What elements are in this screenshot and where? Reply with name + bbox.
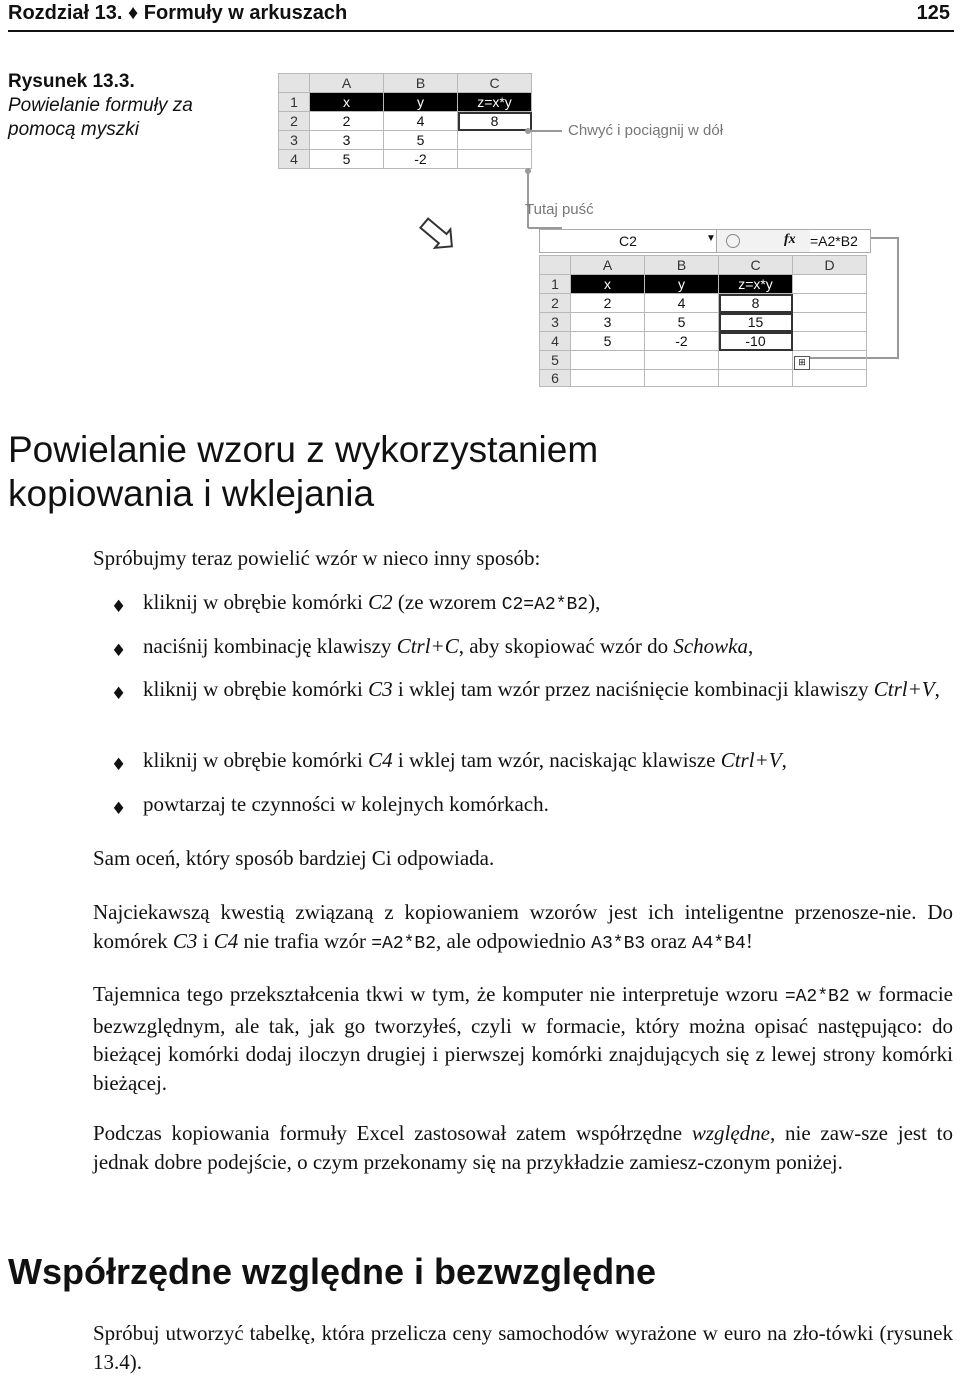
list-item: ♦ naciśnij kombinację klawiszy Ctrl+C, aby skopiować wzór do Schowka, [93,632,953,661]
formula-bar [539,229,871,253]
cell [793,294,867,313]
cell: 2 [310,112,384,131]
cell: z=x*y [719,275,793,294]
paragraph: Sam oceń, który sposób bardziej Ci odpowiada. [93,846,495,870]
running-header [8,0,954,32]
down-arrow-icon [417,214,460,256]
cell: 5 [645,313,719,332]
cell [719,351,793,370]
col-header: A [310,74,384,93]
spreadsheet-after [539,255,867,387]
page-number: 125 [916,2,950,24]
cell: y [645,275,719,294]
cell [645,370,719,387]
bullet-icon: ♦ [111,641,127,661]
heading-line: kopiowania i wklejania [8,473,375,514]
cell: y [384,93,458,112]
cell [793,370,867,387]
paragraph: Najciekawszą kwestią związaną z kopiowaniem wzorów jest ich inteligentne przenosze-nie. Do komórek C3 i C4 nie trafia wzór =A2*B2, ale odpowiednio A3*B3 oraz A4*B4! [93,900,953,954]
cell: 4 [384,112,458,131]
corner-cell [540,256,571,275]
cell: 3 [571,313,645,332]
drag-callout-dot [525,128,531,134]
row-header: 3 [540,313,571,332]
cell: 5 [384,131,458,150]
formula-input[interactable]: =A2*B2 [810,230,870,252]
cell: x [310,93,384,112]
list-item: ♦ kliknij w obrębie komórki C4 i wklej tam wzór, naciskając klawisze Ctrl+V, [93,746,953,775]
col-header: B [384,74,458,93]
row-header: 3 [279,131,310,150]
row-header: 5 [540,351,571,370]
row-header: 4 [279,150,310,169]
bullet-icon: ♦ [111,755,127,775]
cell: -2 [645,332,719,351]
chevron-down-icon[interactable]: ▼ [706,233,716,244]
cell: -2 [384,150,458,169]
selected-cell: -10 [719,332,793,351]
bullet-icon: ♦ [111,684,127,704]
cell: 4 [645,294,719,313]
selected-cell: 8 [719,294,793,313]
cell [719,370,793,387]
col-header: C [458,74,532,93]
selected-cell: 8 [458,112,532,131]
list-item: ♦ kliknij w obrębie komórki C3 i wklej tam wzór przez naciśnięcie kombinacji klawiszy Ctrl+V, [93,675,953,704]
bullet-icon: ♦ [111,597,127,617]
cell: 3 [310,131,384,150]
corner-cell [279,74,310,93]
cell [793,332,867,351]
cell: x [571,275,645,294]
cell [571,370,645,387]
row-header: 6 [540,370,571,387]
cell [793,275,867,294]
row-header: 1 [279,93,310,112]
figure-label: Rysunek 13.3. [8,71,135,92]
col-header: D [793,256,867,275]
fx-icon[interactable]: fx [784,232,796,247]
name-box[interactable]: C2 [540,230,717,252]
list-item: ♦ kliknij w obrębie komórki C2 (ze wzorem C2=A2*B2), [93,588,953,620]
cell: 2 [571,294,645,313]
row-header: 2 [279,112,310,131]
selected-cell: 15 [719,313,793,332]
cell: z=x*y [458,93,532,112]
paste-options-icon[interactable]: ⊞ [794,356,810,370]
intro-paragraph: Spróbujmy teraz powielić wzór w nieco inny sposób: [93,546,541,570]
chapter-title: Rozdział 13. ♦ Formuły w arkuszach [8,2,348,24]
row-header: 4 [540,332,571,351]
paragraph: Spróbuj utworzyć tabelkę, która przelicza ceny samochodów wyrażone w euro na zło-tówki (rysunek 13.4). [93,1321,953,1374]
bullet-icon: ♦ [111,799,127,819]
circle-icon [726,234,740,248]
list-item: ♦ powtarzaj te czynności w kolejnych komórkach. [93,790,953,819]
heading-line: Powielanie wzoru z wykorzystaniem [8,429,599,470]
row-header: 1 [540,275,571,294]
cell: 5 [310,150,384,169]
col-header: A [571,256,645,275]
cell [645,351,719,370]
paragraph: Podczas kopiowania formuły Excel zastosował zatem współrzędne względne, nie zaw-sze jest to jednak dobre podejście, o czym przekonamy się na przykładzie zamiesz-czonym poniżej. [93,1121,953,1174]
paragraph: Tajemnica tego przekształcenia tkwi w tym, że komputer nie interpretuje wzoru =A2*B2 w formacie bezwzględnym, ale tak, jak go tworzyłeś, czyli w formacie, który można opisać następująco: do bieżącej komórki dodaj iloczyn drugiej i pierwszej komórki znajdujących się z lewej strony komórki bieżącej. [93,982,953,1095]
col-header: C [719,256,793,275]
section-heading: Współrzędne względne i bezwzględne [8,1251,657,1292]
cell [793,313,867,332]
section-heading [8,428,598,516]
cell: 5 [571,332,645,351]
figure-caption [8,70,208,142]
col-header: B [645,256,719,275]
drag-callout: Chwyć i pociągnij w dół [568,122,724,139]
cell [571,351,645,370]
drop-callout: Tutaj puść [525,201,594,218]
figure-caption-text: Powielanie formuły za pomocą myszki [8,95,193,140]
row-header: 2 [540,294,571,313]
